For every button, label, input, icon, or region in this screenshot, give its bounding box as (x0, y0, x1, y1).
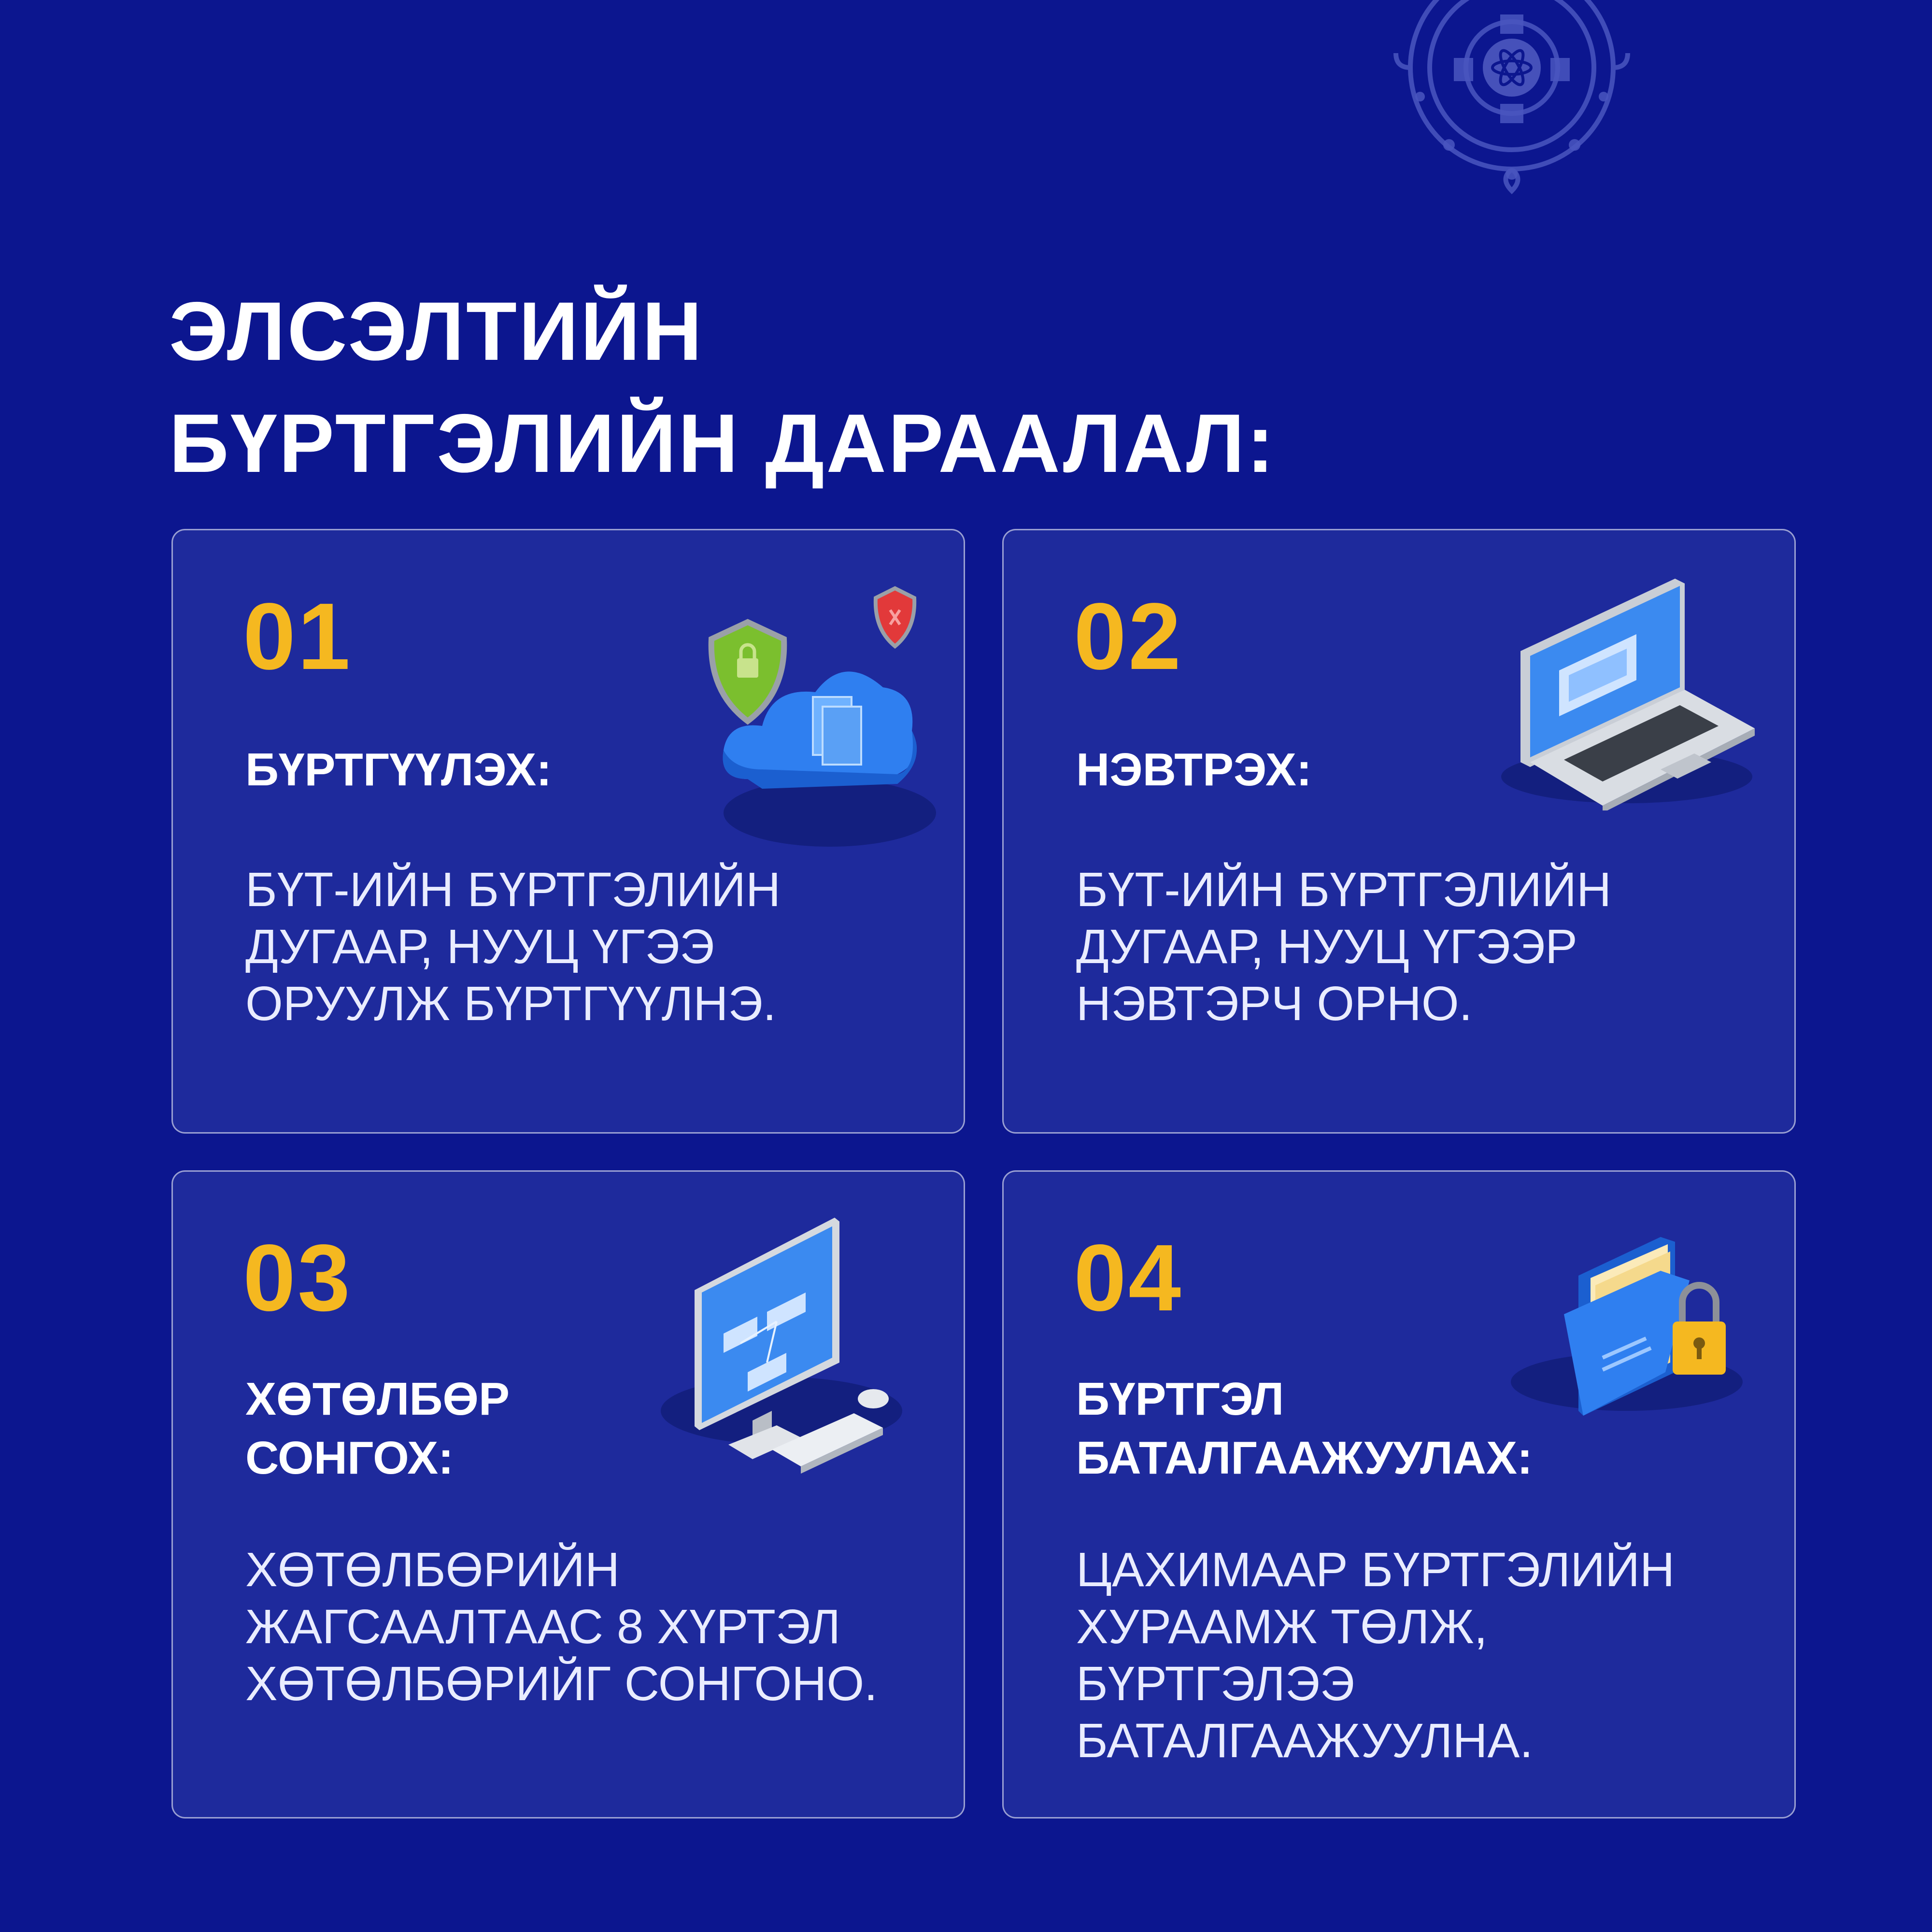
laptop-icon (1492, 579, 1762, 810)
step-description-line: БҮРТГЭЛЭЭ (1076, 1657, 1355, 1711)
step-description-line: ЦАХИМААР БҮРТГЭЛИЙН (1076, 1543, 1675, 1597)
step-heading (245, 740, 552, 799)
step-heading (1076, 1370, 1533, 1488)
step-description-line: НЭВТЭРЧ ОРНО. (1076, 977, 1473, 1031)
page-title-line-2: БҮРТГЭЛИЙН ДАРААЛАЛ: (169, 397, 1276, 490)
step-heading-line: БҮРТГЭЛ (1076, 1373, 1284, 1425)
step-description-line: БАТАЛГААЖУУЛНА. (1076, 1714, 1534, 1768)
step-number: 03 (243, 1225, 353, 1331)
desktop-computer-icon (656, 1218, 907, 1478)
step-description-line: ДУГААР, НУУЦ ҮГЭЭР (1076, 920, 1577, 974)
step-description-line: ДУГААР, НУУЦ ҮГЭЭ (245, 920, 715, 974)
page-title-line-1: ЭЛСЭЛТИЙН (169, 285, 704, 378)
step-description-line: ЖАГСААЛТААС 8 ХҮРТЭЛ (245, 1600, 841, 1654)
step-number: 04 (1074, 1225, 1183, 1331)
step-heading-line: ХӨТӨЛБӨР (245, 1373, 510, 1425)
step-heading-line: СОНГОХ: (245, 1432, 454, 1484)
page-title (169, 275, 1276, 499)
step-heading-line: БҮРТГҮҮЛЭХ: (245, 744, 552, 796)
step-number: 02 (1074, 583, 1183, 689)
step-card-2 (1002, 529, 1796, 1134)
step-card-3 (171, 1170, 965, 1818)
step-heading-line: НЭВТРЭХ: (1076, 744, 1312, 796)
step-description (1076, 861, 1611, 1032)
step-card-1 (171, 529, 965, 1134)
step-description-line: ХӨТӨЛБӨРИЙН (245, 1543, 620, 1597)
step-heading-line: БАТАЛГААЖУУЛАХ: (1076, 1432, 1533, 1484)
step-description (1076, 1541, 1675, 1769)
step-description-line: БҮТ-ИЙН БҮРТГЭЛИЙН (1076, 863, 1612, 917)
locked-folder-icon (1506, 1218, 1757, 1430)
step-description-line: БҮТ-ИЙН БҮРТГЭЛИЙН (245, 863, 781, 917)
step-heading (1076, 740, 1312, 799)
atom-gear-emblem-icon (1391, 0, 1633, 213)
step-description-line: ОРУУЛЖ БҮРТГҮҮЛНЭ. (245, 977, 777, 1031)
step-number: 01 (243, 583, 353, 689)
step-heading (245, 1370, 510, 1488)
cloud-security-icon (685, 576, 936, 856)
step-description-line: ХУРААМЖ ТӨЛЖ, (1076, 1600, 1488, 1654)
step-description (245, 861, 781, 1032)
step-card-4 (1002, 1170, 1796, 1818)
step-description (245, 1541, 878, 1712)
step-description-line: ХӨТӨЛБӨРИЙГ СОНГОНО. (245, 1657, 878, 1711)
